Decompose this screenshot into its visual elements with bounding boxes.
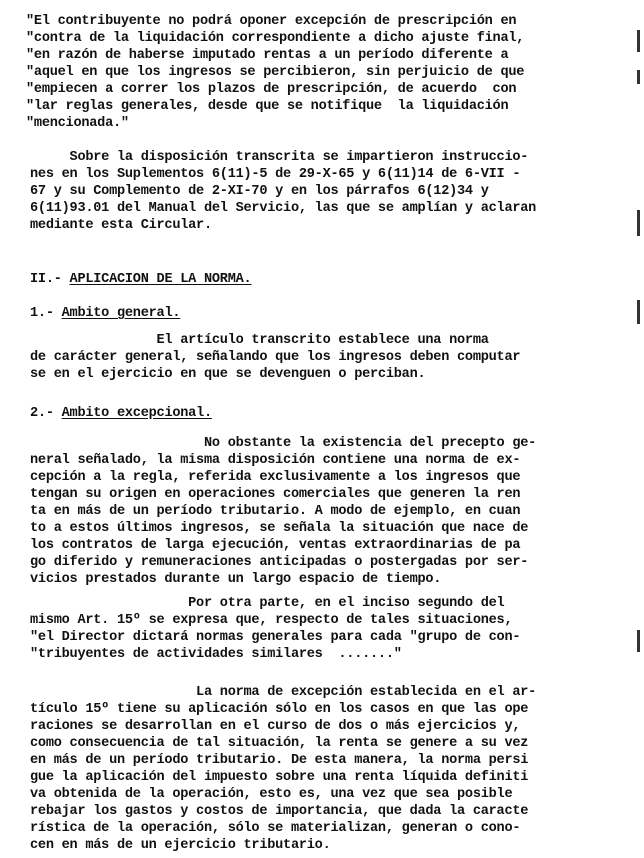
scan-margin-mark: [637, 630, 640, 652]
quote-line: "en razón de haberse imputado rentas a un período diferente a: [26, 48, 509, 63]
section-number: II.-: [30, 272, 70, 287]
subsection-number: 1.-: [30, 306, 62, 321]
subsection-heading: [30, 406, 212, 422]
paragraph-line: tículo 15º tiene su aplicación sólo en los casos en que las ope: [30, 702, 529, 717]
paragraph-line: rebajar los gastos y costos de importancia, que dada la caracte: [30, 804, 529, 819]
paragraph-line: rística de la operación, sólo se materializan, generan o cono-: [30, 821, 521, 836]
paragraph-line: mismo Art. 15º se expresa que, respecto de tales situaciones,: [30, 613, 513, 628]
intro-line: 6(11)93.01 del Manual del Servicio, las que se amplían y aclaran: [30, 201, 537, 216]
paragraph-line: go diferido y remuneraciones anticipadas o postergadas por ser-: [30, 555, 529, 570]
paragraph-line: No obstante la existencia del precepto ge-: [30, 436, 537, 451]
subsection-title: Ambito excepcional.: [61, 406, 212, 421]
quote-line: "aquel en que los ingresos se percibieron, sin perjuicio de que: [26, 65, 525, 80]
paragraph-line: los contratos de larga ejecución, ventas extraordinarias de pa: [30, 538, 521, 553]
paragraph-line: vicios prestados durante un largo espacio de tiempo.: [30, 572, 442, 587]
paragraph-line: se en el ejercicio en que se devenguen o perciban.: [30, 367, 426, 382]
paragraph-line: "el Director dictará normas generales para cada "grupo de con-: [30, 630, 521, 645]
paragraph-line: como consecuencia de tal situación, la renta se genere a su vez: [30, 736, 529, 751]
intro-line: Sobre la disposición transcrita se impartieron instruccio-: [30, 150, 529, 165]
paragraph-line: Por otra parte, en el inciso segundo del: [30, 596, 505, 611]
paragraph-line: va obtenida de la operación, esto es, una vez que sea posible: [30, 787, 513, 802]
paragraph-line: ta en más de un período tributario. A modo de ejemplo, en cuan: [30, 504, 521, 519]
quote-line: "El contribuyente no podrá oponer excepción de prescripción en: [26, 14, 517, 29]
paragraph-line: raciones se desarrollan en el curso de dos o más ejercicios y,: [30, 719, 521, 734]
paragraph-line: en más de un período tributario. De esta manera, la norma persi: [30, 753, 529, 768]
scan-margin-mark: [637, 210, 640, 236]
scan-margin-mark: [637, 300, 640, 324]
subsection-title: Ambito general.: [61, 306, 181, 321]
scan-margin-mark: [637, 70, 640, 84]
subsection-number: 2.-: [30, 406, 62, 421]
intro-line: 67 y su Complemento de 2-XI-70 y en los párrafos 6(12)34 y: [30, 184, 489, 199]
section-heading: [30, 272, 251, 288]
quote-line: "lar reglas generales, desde que se notifique la liquidación: [26, 99, 509, 114]
quote-line: "mencionada.": [26, 116, 129, 131]
scan-margin-mark: [637, 30, 640, 52]
quote-line: "empiecen a correr los plazos de prescripción, de acuerdo con: [26, 82, 517, 97]
paragraph-line: El artículo transcrito establece una norma: [30, 333, 489, 348]
paragraph-line: gue la aplicación del impuesto sobre una renta líquida definiti: [30, 770, 529, 785]
intro-line: nes en los Suplementos 6(11)-5 de 29-X-65 y 6(11)14 de 6-VII -: [30, 167, 521, 182]
paragraph-line: cen en más de un ejercicio tributario.: [30, 838, 331, 853]
paragraph-line: "tribuyentes de actividades similares .......": [30, 647, 402, 662]
paragraph-line: La norma de excepción establecida en el ar-: [30, 685, 537, 700]
paragraph-line: to a estos últimos ingresos, se señala la situación que nace de: [30, 521, 529, 536]
paragraph-line: tengan su origen en operaciones comerciales que generen la ren: [30, 487, 521, 502]
paragraph-line: neral señalado, la misma disposición contiene una norma de ex-: [30, 453, 521, 468]
section-title: APLICACION DE LA NORMA.: [69, 272, 252, 287]
paragraph-line: cepción a la regla, referida exclusivamente a los ingresos que: [30, 470, 521, 485]
quote-line: "contra de la liquidación correspondiente a dicho ajuste final,: [26, 31, 525, 46]
paragraph-line: de carácter general, señalando que los ingresos deben computar: [30, 350, 521, 365]
intro-line: mediante esta Circular.: [30, 218, 212, 233]
subsection-heading: [30, 306, 180, 322]
